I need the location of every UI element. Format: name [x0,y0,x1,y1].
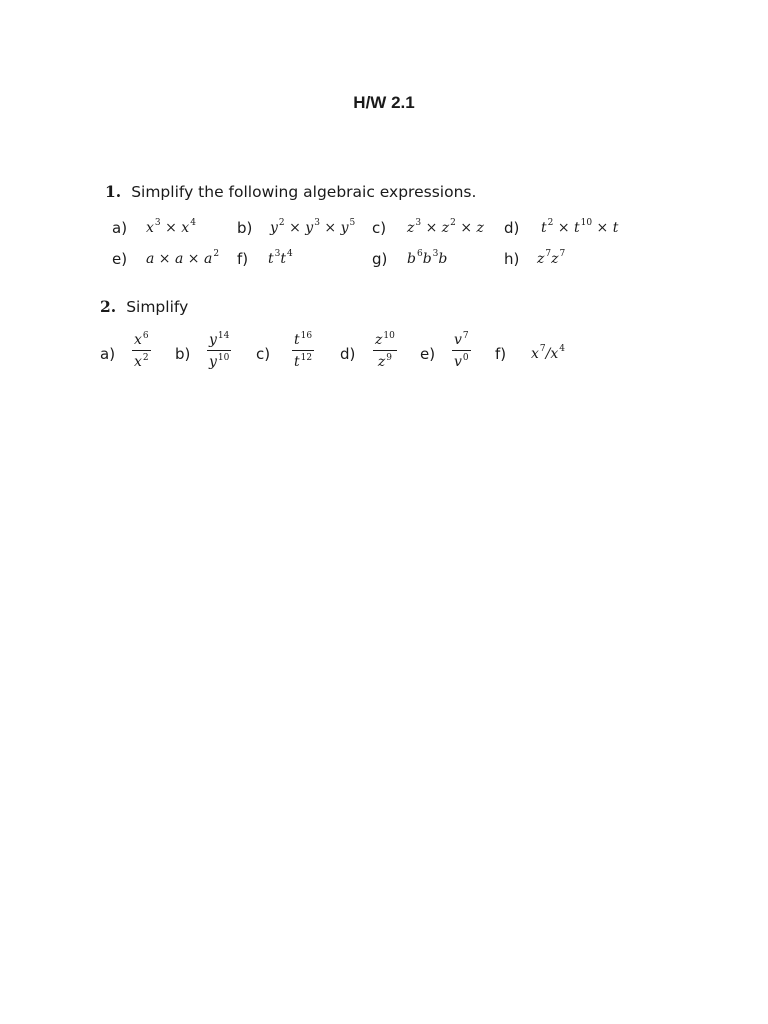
q1-items-2-exponent: 2 [450,218,456,228]
q1-item-label: f) [237,250,249,268]
question-1-prompt: Simplify the following algebraic expressions. [131,183,477,201]
q1-item-expression [407,251,447,267]
q1-items-2-exponent: 3 [415,218,422,228]
q1-item-label: d) [504,219,520,237]
q1-items-1-exponent: 3 [314,218,320,228]
q2-exponent: 4 [559,344,565,354]
q1-item-label: c) [372,219,387,237]
q1-items-1-exponent: 2 [278,218,285,228]
q1-item-expression [537,251,565,267]
q2-item-fraction [207,333,231,369]
q2-item-fraction [292,333,314,369]
q1-item-expression [268,251,293,267]
q1-items-3-variable: t [541,220,547,236]
q2-item-fraction [373,333,397,369]
q1-item-label: g) [372,250,388,268]
q1-items-2-operator: × [455,220,477,236]
q1-items-1-operator: × [319,220,341,236]
q1-items-1-variable: y [340,220,349,236]
q1-items-0-exponent: 3 [154,218,161,228]
q1-items-3-exponent: 10 [580,218,593,228]
page-title: H/W 2.1 [353,93,415,112]
fraction-denominator: $y^{10}$ [209,353,230,370]
question-2-number: 2. [100,297,117,316]
q1-items-3-variable: t [574,220,580,236]
fraction-numerator: $t^{16}$ [294,331,313,348]
q2-item-label: c) [256,345,271,363]
division-slash: / [545,346,551,362]
q1-items-0-variable: x [146,220,154,236]
q2-item-fraction [452,333,471,369]
q1-items-4-operator: × [183,251,204,267]
q1-item-expression [541,220,618,236]
q1-items-6-exponent: 3 [432,249,439,259]
q1-items-7-exponent: 7 [559,249,566,259]
q1-items-5-variable: t [268,251,274,267]
fraction-numerator: $z^{10}$ [375,331,395,348]
q1-items-1-exponent: 5 [349,218,356,228]
fraction-numerator: $v^7$ [454,331,469,348]
q2-item-label: d) [340,345,356,363]
fraction-denominator: $v^0$ [454,353,469,370]
q2-variable: x [531,346,539,362]
q1-items-0-variable: x [181,220,190,236]
question-1-number: 1. [105,182,122,201]
q1-items-6-exponent: 6 [416,249,423,259]
q1-items-1-variable: y [270,220,278,236]
fraction-numerator: $x^6$ [134,331,149,348]
q1-items-0-operator: × [160,220,182,236]
q1-items-2-variable: z [407,220,415,236]
q2-item-label: b) [175,345,191,363]
q1-items-7-variable: z [551,251,559,267]
q1-items-4-variable: a [204,251,213,267]
q2-item-label: f) [495,345,507,363]
q1-item-expression [270,220,355,236]
question-2-prompt: Simplify [126,298,189,316]
q1-items-3-exponent: 2 [547,218,554,228]
q1-items-1-variable: y [305,220,314,236]
q1-items-6-variable: b [438,251,448,267]
fraction-numerator: $y^{14}$ [209,331,230,348]
q2-item-label: e) [420,345,436,363]
q1-items-6-variable: b [422,251,432,267]
q1-items-6-variable: b [407,251,416,267]
question-2-heading [100,297,188,316]
q1-items-7-variable: z [537,251,545,267]
fraction-denominator: $t^{12}$ [294,353,313,370]
q1-items-4-exponent: 2 [213,249,220,259]
q1-items-3-operator: × [592,220,613,236]
q1-items-1-operator: × [284,220,306,236]
q1-items-3-operator: × [553,220,575,236]
q2-exponent: 7 [539,344,546,354]
q1-item-label: h) [504,250,520,268]
q1-items-4-variable: a [175,251,184,267]
q2-item-fraction [132,333,151,369]
q1-item-expression [407,220,484,236]
q2-variable: x [550,346,559,362]
q1-items-4-operator: × [154,251,175,267]
q1-item-label: a) [112,219,128,237]
q1-items-5-variable: t [280,251,287,267]
q1-item-expression [146,251,219,267]
q1-items-7-exponent: 7 [545,249,552,259]
fraction-denominator: $z^9$ [377,353,392,370]
q1-item-label: b) [237,219,253,237]
q2-item-label: a) [100,345,116,363]
question-1-heading [105,182,476,201]
fraction-denominator: $x^2$ [134,353,149,370]
q1-items-2-operator: × [421,220,442,236]
q1-items-5-exponent: 3 [274,249,281,259]
q1-item-label: e) [112,250,128,268]
q1-items-0-exponent: 4 [190,218,196,228]
q1-items-5-exponent: 4 [287,249,293,259]
q1-items-4-variable: a [146,251,155,267]
q1-items-2-variable: z [441,220,450,236]
q1-items-2-variable: z [476,220,484,236]
q2-item-expression [531,346,565,362]
q1-items-3-variable: t [612,220,619,236]
q1-item-expression [146,220,196,236]
